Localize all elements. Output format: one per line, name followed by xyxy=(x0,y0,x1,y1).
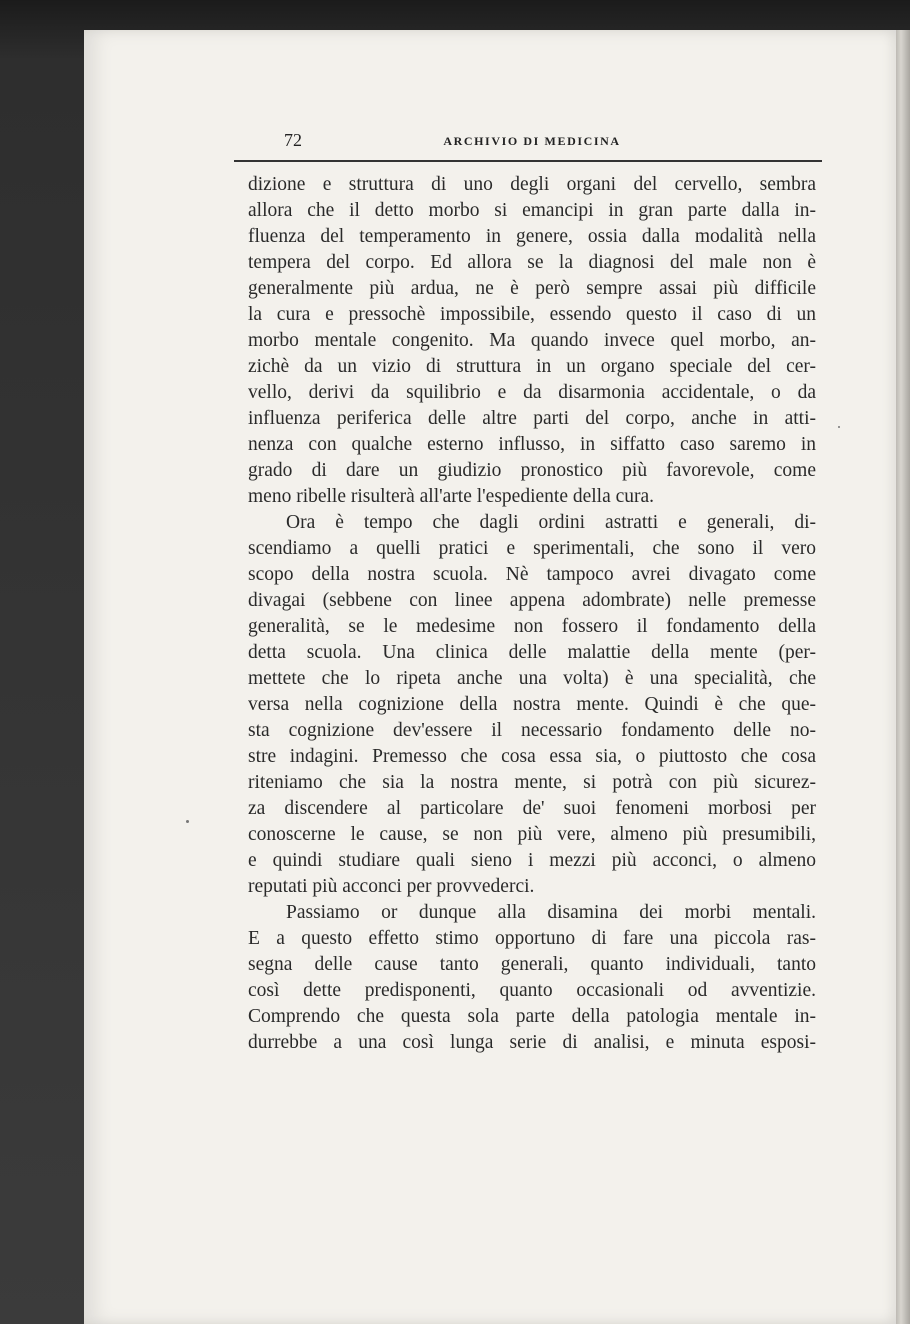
text-line: nenza con qualche esterno influsso, in siffatto caso saremo in xyxy=(248,434,816,455)
paragraph-last-line: meno ribelle risulterà all'arte l'espediente della cura. xyxy=(248,486,655,507)
text-line: Comprendo che questa sola parte della patologia mentale in- xyxy=(248,1006,816,1027)
page-edge xyxy=(896,30,910,1324)
header-rule xyxy=(234,160,822,162)
text-line: grado di dare un giudizio pronostico più favorevole, come xyxy=(248,460,816,481)
text-line: zichè da un vizio di struttura in un organo speciale del cer- xyxy=(248,356,816,377)
text-line: riteniamo che sia la nostra mente, si potrà con più sicurez- xyxy=(248,772,816,793)
text-line: e quindi studiare quali sieno i mezzi più acconci, o almeno xyxy=(248,850,816,871)
text-line: vello, derivi da squilibrio e da disarmonia accidentale, o da xyxy=(248,382,816,403)
text-line: E a questo effetto stimo opportuno di fare una piccola ras- xyxy=(248,928,816,949)
text-line: scendiamo a quelli pratici e sperimentali, che sono il vero xyxy=(248,538,816,559)
text-line: generalità, se le medesime non fossero il fondamento della xyxy=(248,616,816,637)
text-line: la cura e pressochè impossibile, essendo questo il caso di un xyxy=(248,304,816,325)
margin-speck xyxy=(186,820,189,823)
body-text xyxy=(248,172,816,1056)
text-line: segna delle cause tanto generali, quanto individuali, tanto xyxy=(248,954,816,975)
paragraph-first-line: Passiamo or dunque alla disamina dei morbi mentali. xyxy=(286,902,816,923)
text-line: morbo mentale congenito. Ma quando invece quel morbo, an- xyxy=(248,330,816,351)
page-number: 72 xyxy=(284,130,302,150)
text-line: divagai (sebbene con linee appena adombrate) nelle premesse xyxy=(248,590,816,611)
text-line: allora che il detto morbo si emancipi in gran parte dalla in- xyxy=(248,200,816,221)
text-line: durrebbe a una così lunga serie di analisi, e minuta esposi- xyxy=(248,1032,816,1053)
text-line: fluenza del temperamento in genere, ossia dalla modalità nella xyxy=(248,226,816,247)
text-line: dizione e struttura di uno degli organi del cervello, sembra xyxy=(248,174,816,195)
text-line: tempera del corpo. Ed allora se la diagnosi del male non è xyxy=(248,252,816,273)
page-header xyxy=(248,130,816,154)
margin-speck xyxy=(838,426,840,428)
text-line: versa nella cognizione della nostra mente. Quindi è che que- xyxy=(248,694,816,715)
text-line: generalmente più ardua, ne è però sempre assai più difficile xyxy=(248,278,816,299)
text-line: za discendere al particolare de' suoi fenomeni morbosi per xyxy=(248,798,816,819)
text-line: scopo della nostra scuola. Nè tampoco avrei divagato come xyxy=(248,564,816,585)
paragraph-first-line: Ora è tempo che dagli ordini astratti e generali, di- xyxy=(286,512,816,533)
text-line: conoscerne le cause, se non più vere, almeno più presumibili, xyxy=(248,824,816,845)
running-title: ARCHIVIO DI MEDICINA xyxy=(443,134,621,148)
text-line: stre indagini. Premesso che cosa essa sia, o piuttosto che cosa xyxy=(248,746,816,767)
text-line: influenza periferica delle altre parti del corpo, anche in atti- xyxy=(248,408,816,429)
text-line: mettete che lo ripeta anche una volta) è una specialità, che xyxy=(248,668,816,689)
text-line: detta scuola. Una clinica delle malattie della mente (per- xyxy=(248,642,816,663)
paragraph-last-line: reputati più acconci per provvederci. xyxy=(248,876,535,897)
text-line: così dette predisponenti, quanto occasionali od avventizie. xyxy=(248,980,816,1001)
text-line: sta cognizione dev'essere il necessario fondamento delle no- xyxy=(248,720,816,741)
